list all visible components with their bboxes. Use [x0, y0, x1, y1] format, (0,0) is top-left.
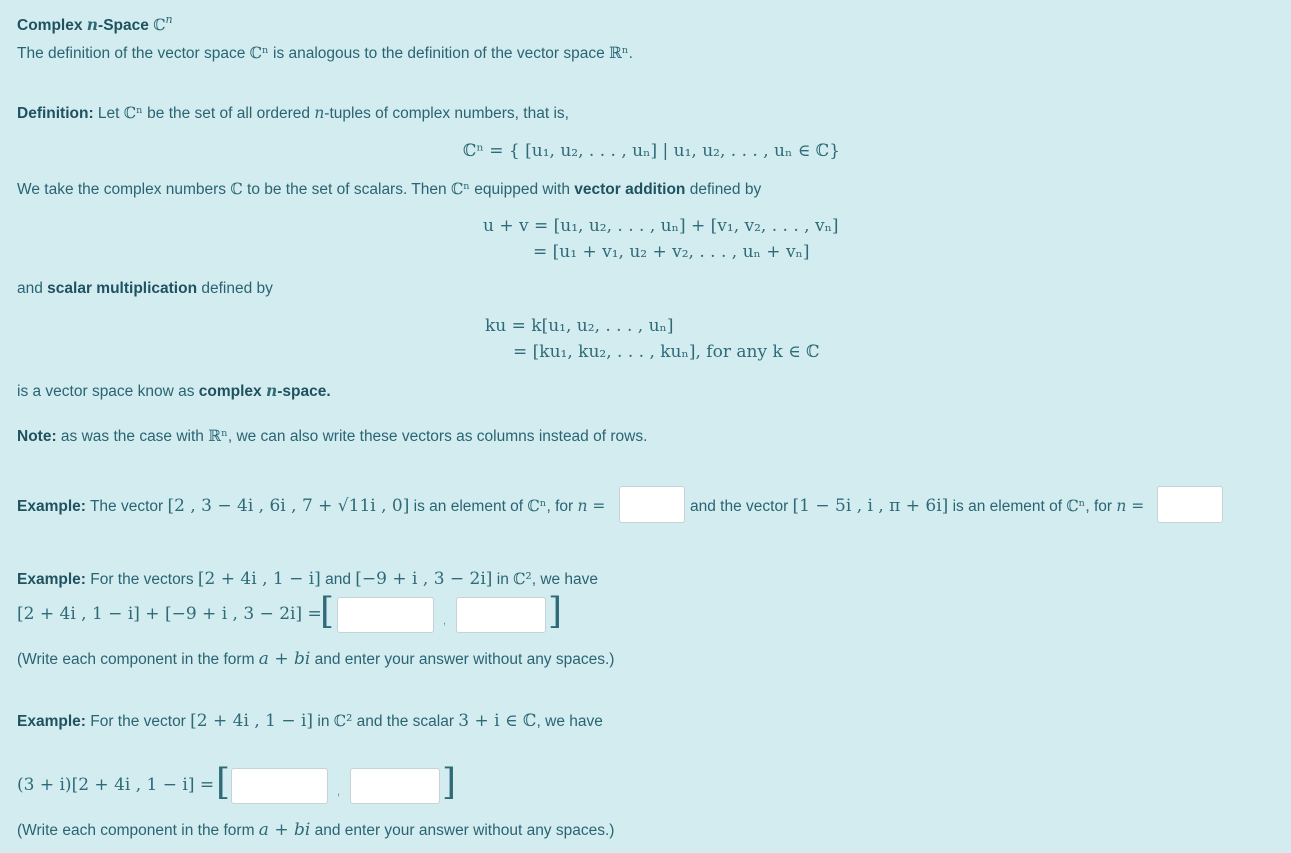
known-as-text: is a vector space know as complex n-space. — [17, 381, 331, 400]
example3-comma: , — [337, 786, 341, 798]
example3-hint: (Write each component in the form a + bi and enter your answer without any spaces.) — [17, 820, 615, 840]
example2-left-bracket: [ — [320, 591, 335, 632]
set-equation: ℂⁿ = { [u₁, u₂, . . . , uₙ] | u₁, u₂, . . . , uₙ ∈ ℂ} — [463, 141, 841, 161]
example2-lhs: [2 + 4i , 1 − i] + [−9 + i , 3 − 2i] = — [17, 604, 322, 624]
example3-text: Example: For the vector [2 + 4i , 1 − i] in ℂ² and the scalar 3 + i ∈ ℂ, we have — [17, 711, 603, 731]
addition-equation-line2: = [u₁ + v₁, u₂ + v₂, . . . , uₙ + vₙ] — [533, 242, 810, 262]
page-title: Complex n-Space ℂ$^n$ — [17, 13, 173, 34]
intro-text: The definition of the vector space ℂⁿ is analogous to the definition of the vector space ℝⁿ. — [17, 44, 633, 62]
example3-right-bracket: ] — [442, 762, 457, 803]
example2-right-bracket: ] — [548, 591, 563, 632]
example1-n-input-2[interactable] — [1157, 486, 1223, 523]
example2-text: Example: For the vectors [2 + 4i , 1 − i] and [−9 + i , 3 − 2i] in ℂ², we have — [17, 569, 599, 589]
example1-text-a: Example: The vector [2 , 3 − 4i , 6i , 7 + √11i , 0] is an element of ℂⁿ, for n = — [17, 496, 606, 516]
example2-component-2-input[interactable] — [456, 597, 546, 633]
example3-lhs: (3 + i)[2 + 4i , 1 − i] = — [17, 775, 215, 795]
example2-hint: (Write each component in the form a + bi and enter your answer without any spaces.) — [17, 649, 615, 669]
example1-n-input-1[interactable] — [619, 486, 685, 523]
scalar-mult-text: and scalar multiplication defined by — [17, 280, 273, 297]
scalars-text: We take the complex numbers ℂ to be the set of scalars. Then ℂⁿ equipped with vector addition defined by — [17, 180, 762, 198]
example1-text-b: and the vector [1 − 5i , i , π + 6i] is an element of ℂⁿ, for n = — [690, 496, 1145, 516]
note-text: Note: as was the case with ℝⁿ, we can also write these vectors as columns instead of rows. — [17, 427, 648, 445]
example3-left-bracket: [ — [216, 762, 231, 803]
mult-equation-line1: ku = k[u₁, u₂, . . . , uₙ] — [485, 316, 674, 336]
example3-component-1-input[interactable] — [231, 768, 328, 804]
addition-equation-line1: u + v = [u₁, u₂, . . . , uₙ] + [v₁, v₂, . . . , vₙ] — [483, 216, 839, 236]
example3-component-2-input[interactable] — [350, 768, 440, 804]
definition-text: Definition: Let ℂⁿ be the set of all ordered n-tuples of complex numbers, that is, — [17, 104, 569, 122]
example2-component-1-input[interactable] — [337, 597, 434, 633]
mult-equation-line2: = [ku₁, ku₂, . . . , kuₙ], for any k ∈ ℂ — [513, 342, 820, 362]
example2-comma: , — [443, 615, 447, 627]
